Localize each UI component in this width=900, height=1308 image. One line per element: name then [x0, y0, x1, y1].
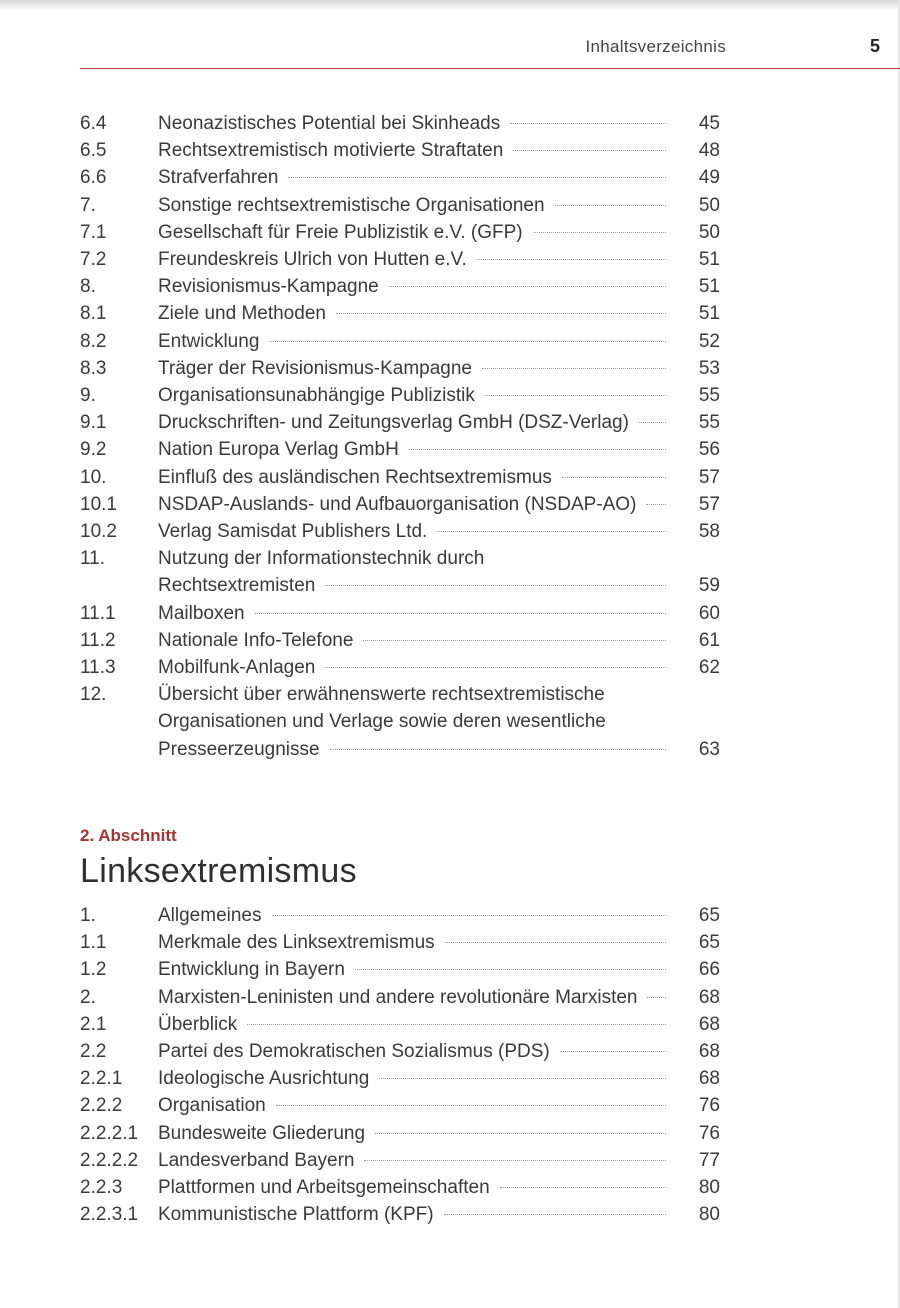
toc-entry — [80, 545, 720, 599]
toc-entry — [80, 1011, 720, 1038]
toc-entry — [80, 984, 720, 1011]
toc-entry — [80, 956, 720, 983]
toc-entry — [80, 382, 720, 409]
toc-entry-page: 58 — [698, 521, 720, 543]
toc-entry-title: Rechtsextremisten — [158, 575, 316, 597]
toc-entry-page: 59 — [698, 575, 720, 597]
toc-entry-title: Landesverband Bayern — [158, 1149, 355, 1171]
toc-entry — [80, 464, 720, 491]
dot-leader — [533, 232, 666, 233]
toc-entry-title: Entwicklung in Bayern — [158, 959, 345, 981]
toc-entry-title: Überblick — [158, 1013, 238, 1035]
toc-entry-title: Nutzung der Informationstechnik durch — [158, 548, 485, 570]
toc-entry-title: Revisionismus-Kampagne — [158, 276, 379, 298]
toc-entry-page: 63 — [698, 738, 720, 760]
toc-entry-page: 62 — [698, 657, 720, 679]
toc-entry — [80, 681, 720, 763]
toc-entry-number: 9.1 — [80, 412, 107, 434]
toc-entry-page: 55 — [698, 385, 720, 407]
toc-entry-title: Druckschriften- und Zeitungsverlag GmbH (DSZ-Verlag) — [158, 412, 629, 434]
toc-entry-title: Strafverfahren — [158, 167, 279, 189]
toc-entry-page: 51 — [698, 249, 720, 271]
dot-leader — [389, 286, 666, 287]
toc-entry-page: 60 — [698, 602, 720, 624]
toc-entry-title: Mobilfunk-Anlagen — [158, 657, 316, 679]
toc-part-2 — [80, 902, 720, 1228]
toc-entry-page: 50 — [698, 194, 720, 216]
dot-leader — [500, 1187, 666, 1188]
toc-entry-page: 68 — [698, 986, 720, 1008]
dot-leader — [363, 640, 666, 641]
toc-entry-page: 65 — [698, 932, 720, 954]
toc-entry-page: 68 — [698, 1041, 720, 1063]
toc-entry — [80, 355, 720, 382]
toc-entry-number: 1. — [80, 905, 96, 926]
toc-entry-title: NSDAP-Auslands- und Aufbauorganisation (NSDAP-AO) — [158, 493, 637, 515]
toc-entry-page: 51 — [698, 303, 720, 325]
toc-entry-number: 2.2.2.1 — [80, 1122, 139, 1144]
dot-leader — [364, 1160, 666, 1161]
toc-entry-page: 76 — [698, 1122, 720, 1144]
toc-entry-title: Mailboxen — [158, 602, 245, 624]
dot-leader — [482, 368, 666, 369]
toc-entry-page: 76 — [698, 1095, 720, 1117]
toc-entry-page: 55 — [698, 412, 720, 434]
toc-entry — [80, 518, 720, 545]
toc-entry-page: 49 — [698, 167, 720, 189]
toc-entry-title: Rechtsextremistisch motivierte Straftaten — [158, 140, 504, 162]
toc-entry-title: Neonazistisches Potential bei Skinheads — [158, 113, 501, 134]
dot-leader — [276, 1105, 666, 1106]
toc-entry-title: Organisation — [158, 1095, 266, 1117]
toc-entry-number: 8.3 — [80, 357, 107, 379]
toc-entry-number: 6.4 — [80, 113, 107, 134]
toc-entry — [80, 273, 720, 300]
toc-entry-number: 6.5 — [80, 140, 107, 162]
toc-entry — [80, 600, 720, 627]
toc-entry-page: 66 — [698, 959, 720, 981]
toc-entry-page: 80 — [698, 1204, 720, 1226]
dot-leader — [269, 341, 666, 342]
toc-entry — [80, 627, 720, 654]
toc-entry — [80, 1038, 720, 1065]
toc-entry-number: 2.2.1 — [80, 1068, 123, 1090]
dot-leader — [445, 942, 666, 943]
section-title: Linksextremismus — [80, 852, 357, 890]
toc-entry-number: 10.1 — [80, 493, 117, 515]
toc-entry-page: 61 — [698, 629, 720, 651]
toc-entry-number: 6.6 — [80, 167, 107, 189]
toc-entry-page: 52 — [698, 330, 720, 352]
toc-entry-number: 11.3 — [80, 657, 116, 679]
toc-entry — [80, 1147, 720, 1174]
dot-leader — [325, 667, 666, 668]
toc-entry — [80, 436, 720, 463]
toc-entry-number: 7. — [80, 194, 96, 216]
dot-leader — [247, 1024, 666, 1025]
dot-leader — [355, 969, 666, 970]
dot-leader — [325, 585, 666, 586]
toc-entry-page: 68 — [698, 1068, 720, 1090]
toc-entry-title: Übersicht über erwähnenswerte rechtsextremistische — [158, 684, 605, 706]
toc-entry-title: Träger der Revisionismus-Kampagne — [158, 357, 472, 379]
toc-entry-page: 48 — [698, 140, 720, 162]
dot-leader — [485, 395, 666, 396]
toc-entry-page: 56 — [698, 439, 720, 461]
toc-entry-page: 57 — [698, 493, 720, 515]
toc-entry-title: Sonstige rechtsextremistische Organisationen — [158, 194, 545, 216]
dot-leader — [272, 915, 667, 916]
toc-part-1 — [80, 110, 720, 763]
dot-leader — [336, 313, 666, 314]
dot-leader — [555, 205, 666, 206]
toc-entry-number: 11.2 — [80, 629, 116, 651]
toc-entry-title: Partei des Demokratischen Sozialismus (PDS) — [158, 1041, 550, 1063]
toc-entry — [80, 1174, 720, 1201]
toc-entry-page: 80 — [698, 1177, 720, 1199]
toc-entry — [80, 902, 720, 929]
toc-entry-number: 2.2 — [80, 1041, 107, 1063]
scan-top-shadow — [0, 0, 900, 10]
toc-entry — [80, 300, 720, 327]
dot-leader — [647, 997, 666, 998]
toc-entry-number: 1.2 — [80, 959, 107, 981]
toc-entry-title: Bundesweite Gliederung — [158, 1122, 366, 1144]
toc-entry — [80, 929, 720, 956]
toc-entry-title: Nationale Info-Telefone — [158, 629, 354, 651]
toc-entry — [80, 137, 720, 164]
toc-entry — [80, 219, 720, 246]
toc-entry — [80, 192, 720, 219]
dot-leader — [288, 177, 666, 178]
toc-entry-number: 1.1 — [80, 932, 107, 954]
toc-entry-title: Allgemeines — [158, 905, 262, 926]
toc-entry-page: 65 — [698, 905, 720, 926]
toc-entry-number: 2.2.3 — [80, 1177, 123, 1199]
dot-leader — [379, 1078, 666, 1079]
toc-entry-number: 2.2.3.1 — [80, 1204, 139, 1226]
dot-leader — [560, 1051, 666, 1052]
toc-entry-page: 45 — [698, 113, 720, 134]
toc-entry-number: 11.1 — [80, 602, 116, 624]
dot-leader — [477, 259, 666, 260]
toc-entry — [80, 328, 720, 355]
toc-entry — [80, 654, 720, 681]
toc-entry-title: Merkmale des Linksextremismus — [158, 932, 435, 954]
toc-entry-page: 53 — [698, 357, 720, 379]
toc-entry — [80, 164, 720, 191]
toc-entry — [80, 1092, 720, 1119]
toc-entry-number: 11. — [80, 548, 106, 570]
toc-entry-title: Nation Europa Verlag GmbH — [158, 439, 399, 461]
toc-entry-page: 68 — [698, 1013, 720, 1035]
toc-entry-title: Presseerzeugnisse — [158, 738, 320, 760]
toc-entry-number: 8.2 — [80, 330, 107, 352]
toc-entry-title: Einfluß des ausländischen Rechtsextremismus — [158, 466, 552, 488]
dot-leader — [639, 422, 666, 423]
dot-leader — [513, 150, 666, 151]
toc-entry-number: 8.1 — [80, 303, 107, 325]
toc-entry — [80, 409, 720, 436]
toc-entry — [80, 1201, 720, 1228]
dot-leader — [562, 477, 666, 478]
toc-entry-title: Entwicklung — [158, 330, 260, 352]
running-header-title: Inhaltsverzeichnis — [585, 37, 726, 56]
toc-entry-number: 9. — [80, 385, 96, 407]
toc-entry-page: 51 — [698, 276, 720, 298]
toc-entry-number: 2.2.2.2 — [80, 1149, 139, 1171]
toc-entry-number: 2.1 — [80, 1013, 107, 1035]
toc-entry-number: 8. — [80, 276, 96, 298]
dot-leader — [375, 1133, 666, 1134]
toc-entry-title: Kommunistische Plattform (KPF) — [158, 1204, 434, 1226]
dot-leader — [255, 613, 666, 614]
toc-entry-page: 57 — [698, 466, 720, 488]
toc-entry-title: Organisationsunabhängige Publizistik — [158, 385, 475, 407]
dot-leader — [646, 504, 666, 505]
toc-entry-number: 10.2 — [80, 521, 117, 543]
toc-entry-number: 2. — [80, 986, 96, 1008]
dot-leader — [330, 749, 666, 750]
toc-entry-title: Ziele und Methoden — [158, 303, 326, 325]
toc-entry-title: Marxisten-Leninisten und andere revolutionäre Marxisten — [158, 986, 638, 1008]
toc-entry — [80, 1120, 720, 1147]
dot-leader — [409, 449, 666, 450]
toc-entry — [80, 1065, 720, 1092]
page-number: 5 — [869, 36, 880, 56]
toc-entry-title: Plattformen und Arbeitsgemeinschaften — [158, 1177, 490, 1199]
toc-entry-title: Gesellschaft für Freie Publizistik e.V. (GFP) — [158, 221, 523, 243]
dot-leader — [510, 123, 666, 124]
toc-entry-number: 12. — [80, 684, 107, 706]
toc-entry-title: Organisationen und Verlage sowie deren wesentliche — [158, 711, 606, 733]
dot-leader — [444, 1214, 666, 1215]
toc-entry-number: 7.1 — [80, 221, 107, 243]
toc-entry-number: 9.2 — [80, 439, 107, 461]
toc-entry-number: 7.2 — [80, 249, 107, 271]
header-rule — [80, 68, 900, 69]
toc-entry-page: 50 — [698, 221, 720, 243]
toc-entry-title: Freundeskreis Ulrich von Hutten e.V. — [158, 249, 467, 271]
toc-entry-number: 10. — [80, 466, 107, 488]
toc-entry — [80, 246, 720, 273]
section-label: 2. Abschnitt — [80, 826, 177, 845]
toc-entry — [80, 491, 720, 518]
toc-entry — [80, 110, 720, 137]
toc-entry-title: Verlag Samisdat Publishers Ltd. — [158, 521, 428, 543]
toc-entry-title: Ideologische Ausrichtung — [158, 1068, 370, 1090]
toc-entry-number: 2.2.2 — [80, 1095, 123, 1117]
toc-entry-page: 77 — [698, 1149, 720, 1171]
dot-leader — [437, 531, 666, 532]
